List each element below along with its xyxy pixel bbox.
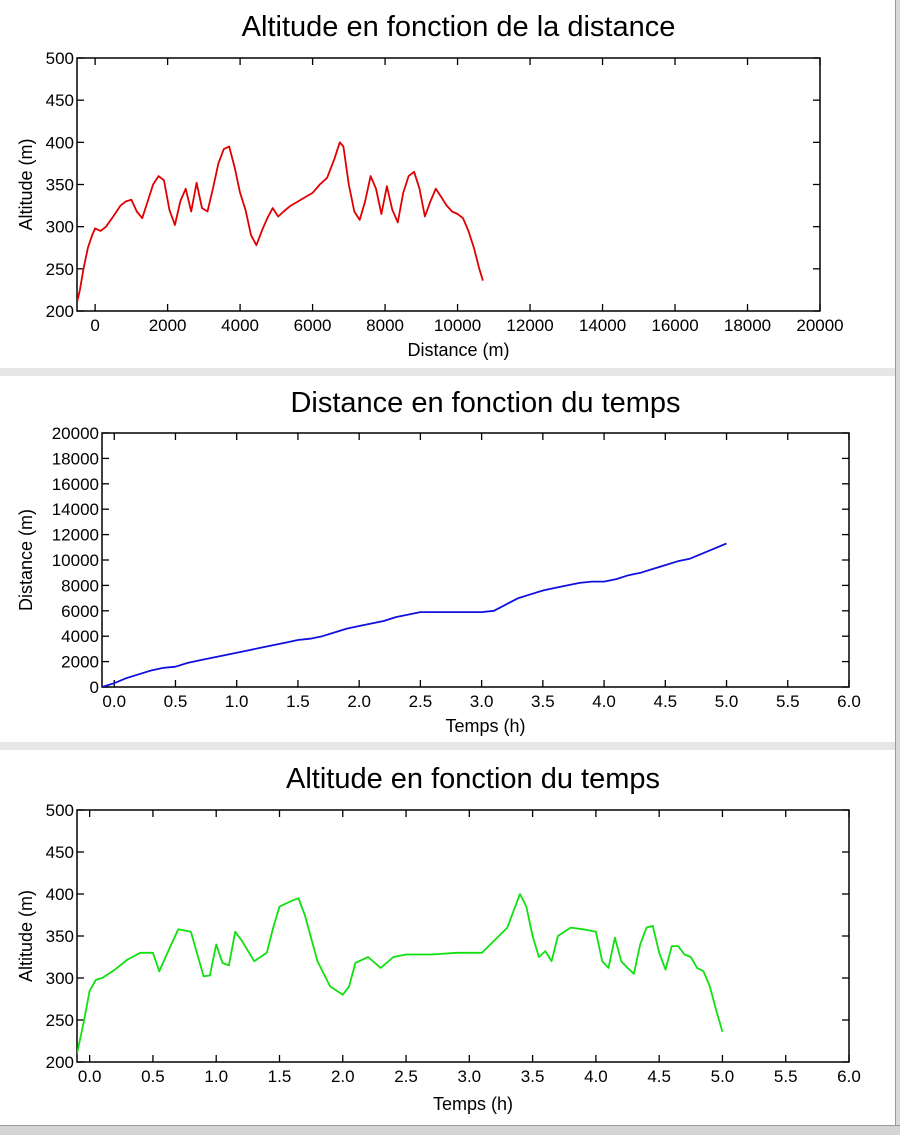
y-axis-label: Altitude (m)	[16, 889, 36, 983]
y-tick-label: 200	[45, 1053, 74, 1072]
x-tick-label: 1.0	[204, 1067, 229, 1086]
y-tick-label: 400	[45, 885, 74, 904]
x-tick-label: 2.0	[347, 692, 371, 711]
y-tick-label: 0	[89, 678, 99, 697]
x-tick-label: 3.5	[520, 1067, 545, 1086]
x-tick-label: 6.0	[837, 1067, 861, 1086]
x-axis-label: Temps (h)	[432, 1094, 514, 1114]
y-tick-label: 300	[45, 217, 74, 237]
y-tick-label: 350	[45, 927, 74, 946]
y-tick-label: 20000	[51, 424, 99, 443]
panel-distance-temps	[0, 376, 896, 742]
x-tick-label: 4.0	[584, 1067, 608, 1086]
x-tick-label: 1.5	[286, 692, 310, 711]
y-tick-label: 12000	[51, 525, 99, 545]
x-tick-label: 8000	[366, 316, 404, 335]
x-tick-label: 0	[90, 316, 100, 335]
x-tick-label: 5.0	[714, 692, 739, 711]
y-tick-label: 6000	[61, 601, 99, 621]
x-tick-label: 16000	[651, 316, 699, 335]
panel-separator	[0, 368, 896, 376]
x-tick-label: 1.5	[267, 1067, 292, 1086]
x-tick-label: 18000	[723, 316, 772, 335]
x-tick-label: 3.0	[469, 692, 494, 711]
window-bottom-edge	[0, 1125, 900, 1135]
y-tick-label: 250	[45, 1011, 74, 1030]
x-tick-label: 2.5	[408, 692, 433, 711]
chart-title: Altitude en fonction de la distance	[241, 11, 676, 43]
chart-title: Altitude en fonction du temps	[285, 763, 661, 795]
series-line-distance	[102, 544, 727, 688]
x-tick-label: 4000	[221, 316, 260, 335]
x-tick-label: 4.0	[592, 692, 616, 711]
panel-altitude-distance	[0, 0, 896, 368]
x-tick-label: 6000	[293, 316, 332, 335]
x-tick-label: 20000	[796, 316, 844, 335]
chart-altitude-distance	[0, 0, 896, 368]
plot-frame	[77, 58, 820, 311]
y-tick-label: 500	[45, 801, 74, 820]
x-tick-label: 2.0	[330, 1067, 355, 1086]
y-tick-label: 18000	[51, 449, 99, 469]
y-tick-label: 300	[45, 969, 74, 988]
y-tick-label: 400	[45, 133, 74, 153]
x-axis-label: Temps (h)	[445, 716, 526, 736]
chart-altitude-temps	[0, 750, 896, 1125]
x-axis-label: Distance (m)	[407, 340, 510, 360]
y-tick-label: 500	[45, 49, 74, 68]
y-tick-label: 4000	[61, 627, 99, 647]
x-tick-label: 4.5	[647, 1067, 671, 1086]
x-tick-label: 10000	[433, 316, 482, 335]
panel-separator	[0, 742, 896, 750]
chart-distance-temps	[0, 376, 896, 742]
x-tick-label: 5.5	[775, 692, 800, 711]
y-tick-label: 450	[45, 843, 74, 862]
plot-frame	[102, 433, 849, 687]
x-tick-label: 5.0	[710, 1067, 735, 1086]
x-tick-label: 3.5	[531, 692, 555, 711]
x-tick-label: 0.5	[163, 692, 188, 711]
x-tick-label: 12000	[506, 316, 554, 335]
x-tick-label: 0.5	[141, 1067, 165, 1086]
x-tick-label: 2.5	[394, 1067, 418, 1086]
x-tick-label: 1.0	[224, 692, 249, 711]
y-tick-label: 14000	[51, 500, 99, 520]
y-tick-label: 10000	[51, 551, 99, 570]
y-tick-label: 16000	[51, 474, 99, 494]
y-tick-label: 450	[45, 91, 74, 111]
chart-title: Distance en fonction du temps	[290, 387, 681, 419]
x-tick-label: 14000	[578, 316, 627, 335]
x-tick-label: 6.0	[837, 692, 861, 711]
x-tick-label: 3.0	[457, 1067, 482, 1086]
y-axis-label: Distance (m)	[16, 508, 36, 612]
series-line-altitude	[77, 142, 483, 302]
window-scrollbar[interactable]	[895, 0, 900, 1135]
y-tick-label: 2000	[61, 652, 99, 672]
y-tick-label: 200	[45, 302, 74, 321]
panel-altitude-temps	[0, 750, 896, 1125]
y-axis-label: Altitude (m)	[16, 138, 36, 231]
x-tick-label: 0.0	[77, 1067, 102, 1086]
x-tick-label: 5.5	[773, 1067, 798, 1086]
series-line-altitude	[77, 894, 722, 1054]
x-tick-label: 4.5	[653, 692, 678, 711]
x-tick-label: 0.0	[102, 692, 127, 711]
y-tick-label: 250	[45, 259, 74, 279]
y-tick-label: 8000	[61, 576, 99, 596]
y-tick-label: 350	[45, 175, 74, 195]
x-tick-label: 2000	[148, 316, 187, 335]
